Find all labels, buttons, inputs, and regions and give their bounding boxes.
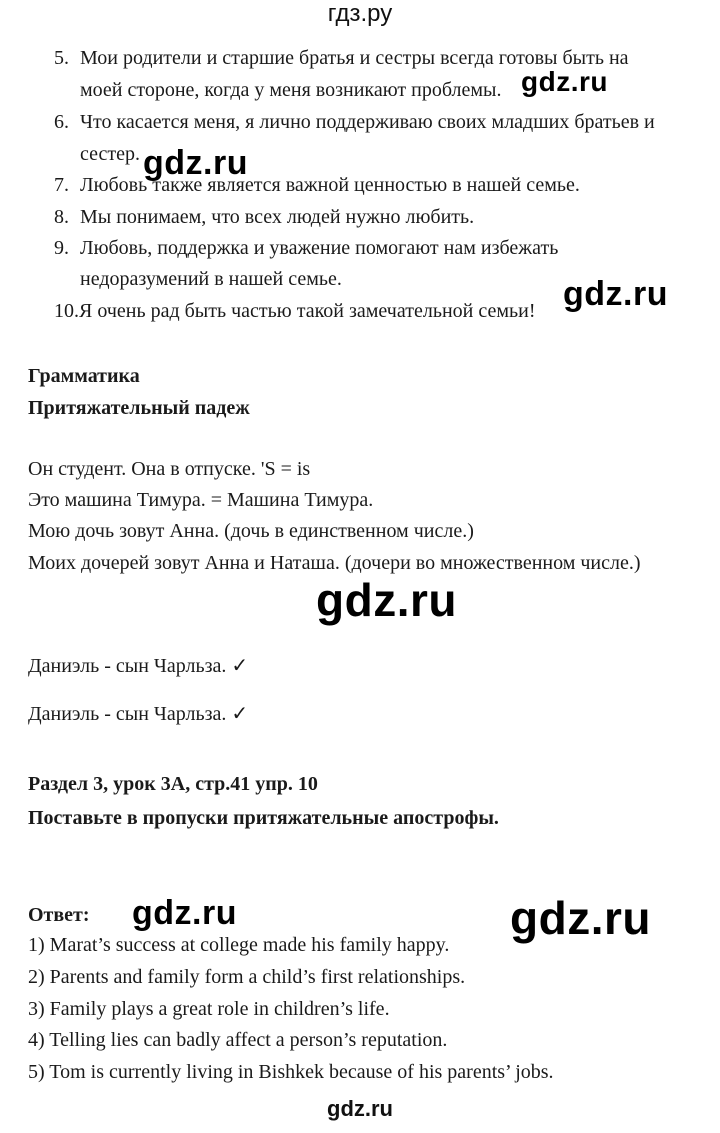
list-item-continuation: моей стороне, когда у меня возникают проблемы. bbox=[80, 79, 502, 101]
grammar-subheading: Притяжательный падеж bbox=[28, 397, 250, 419]
grammar-line: Он студент. Она в отпуске. 'S = is bbox=[28, 458, 311, 480]
grammar-example: Даниэль - сын Чарльза. ✓ bbox=[28, 703, 249, 725]
grammar-heading: Грамматика bbox=[28, 365, 140, 387]
watermark: gdz.ru bbox=[563, 275, 668, 313]
list-item: 6. Что касается меня, я лично поддерживаю своих младших братьев и bbox=[54, 111, 655, 133]
watermark: gdz.ru bbox=[521, 66, 608, 97]
answer-label: Ответ: bbox=[28, 904, 90, 926]
answer-item: 2) Parents and family form a child’s first relationships. bbox=[28, 966, 466, 988]
watermark: gdz.ru bbox=[510, 892, 651, 944]
list-item: 5. Мои родители и старшие братья и сестры всегда готовы быть на bbox=[54, 47, 629, 69]
watermark: gdz.ru bbox=[143, 144, 248, 182]
list-item-continuation: недоразумений в нашей семье. bbox=[80, 268, 342, 290]
watermark: gdz.ru bbox=[132, 894, 237, 932]
grammar-example: Даниэль - сын Чарльза. ✓ bbox=[28, 655, 249, 677]
watermark: gdz.ru bbox=[316, 574, 457, 626]
answer-item: 5) Tom is currently living in Bishkek because of his parents’ jobs. bbox=[28, 1061, 554, 1083]
list-item: 10.Я очень рад быть частью такой замечательной семьи! bbox=[54, 300, 536, 322]
site-footer: gdz.ru bbox=[327, 1096, 393, 1121]
grammar-line: Мою дочь зовут Анна. (дочь в единственном числе.) bbox=[28, 520, 474, 542]
section-task: Поставьте в пропуски притяжательные апострофы. bbox=[28, 807, 499, 829]
list-item: 7. Любовь также является важной ценностью в нашей семье. bbox=[54, 174, 580, 196]
check-mark-icon: ✓ bbox=[231, 703, 249, 725]
list-item: 9. Любовь, поддержка и уважение помогают нам избежать bbox=[54, 237, 559, 259]
list-item-continuation: сестер. bbox=[80, 143, 140, 165]
answer-item: 1) Marat’s success at college made his family happy. bbox=[28, 934, 450, 956]
answer-item: 3) Family plays a great role in children’s life. bbox=[28, 998, 390, 1020]
section-title: Раздел 3, урок 3А, стр.41 упр. 10 bbox=[28, 773, 318, 795]
grammar-line: Это машина Тимура. = Машина Тимура. bbox=[28, 489, 374, 511]
check-mark-icon: ✓ bbox=[231, 655, 249, 677]
list-item: 8. Мы понимаем, что всех людей нужно любить. bbox=[54, 206, 475, 228]
grammar-line: Моих дочерей зовут Анна и Наташа. (дочери во множественном числе.) bbox=[28, 552, 641, 574]
site-header: гдз.ру bbox=[327, 0, 393, 27]
answer-item: 4) Telling lies can badly affect a person’s reputation. bbox=[28, 1029, 448, 1051]
